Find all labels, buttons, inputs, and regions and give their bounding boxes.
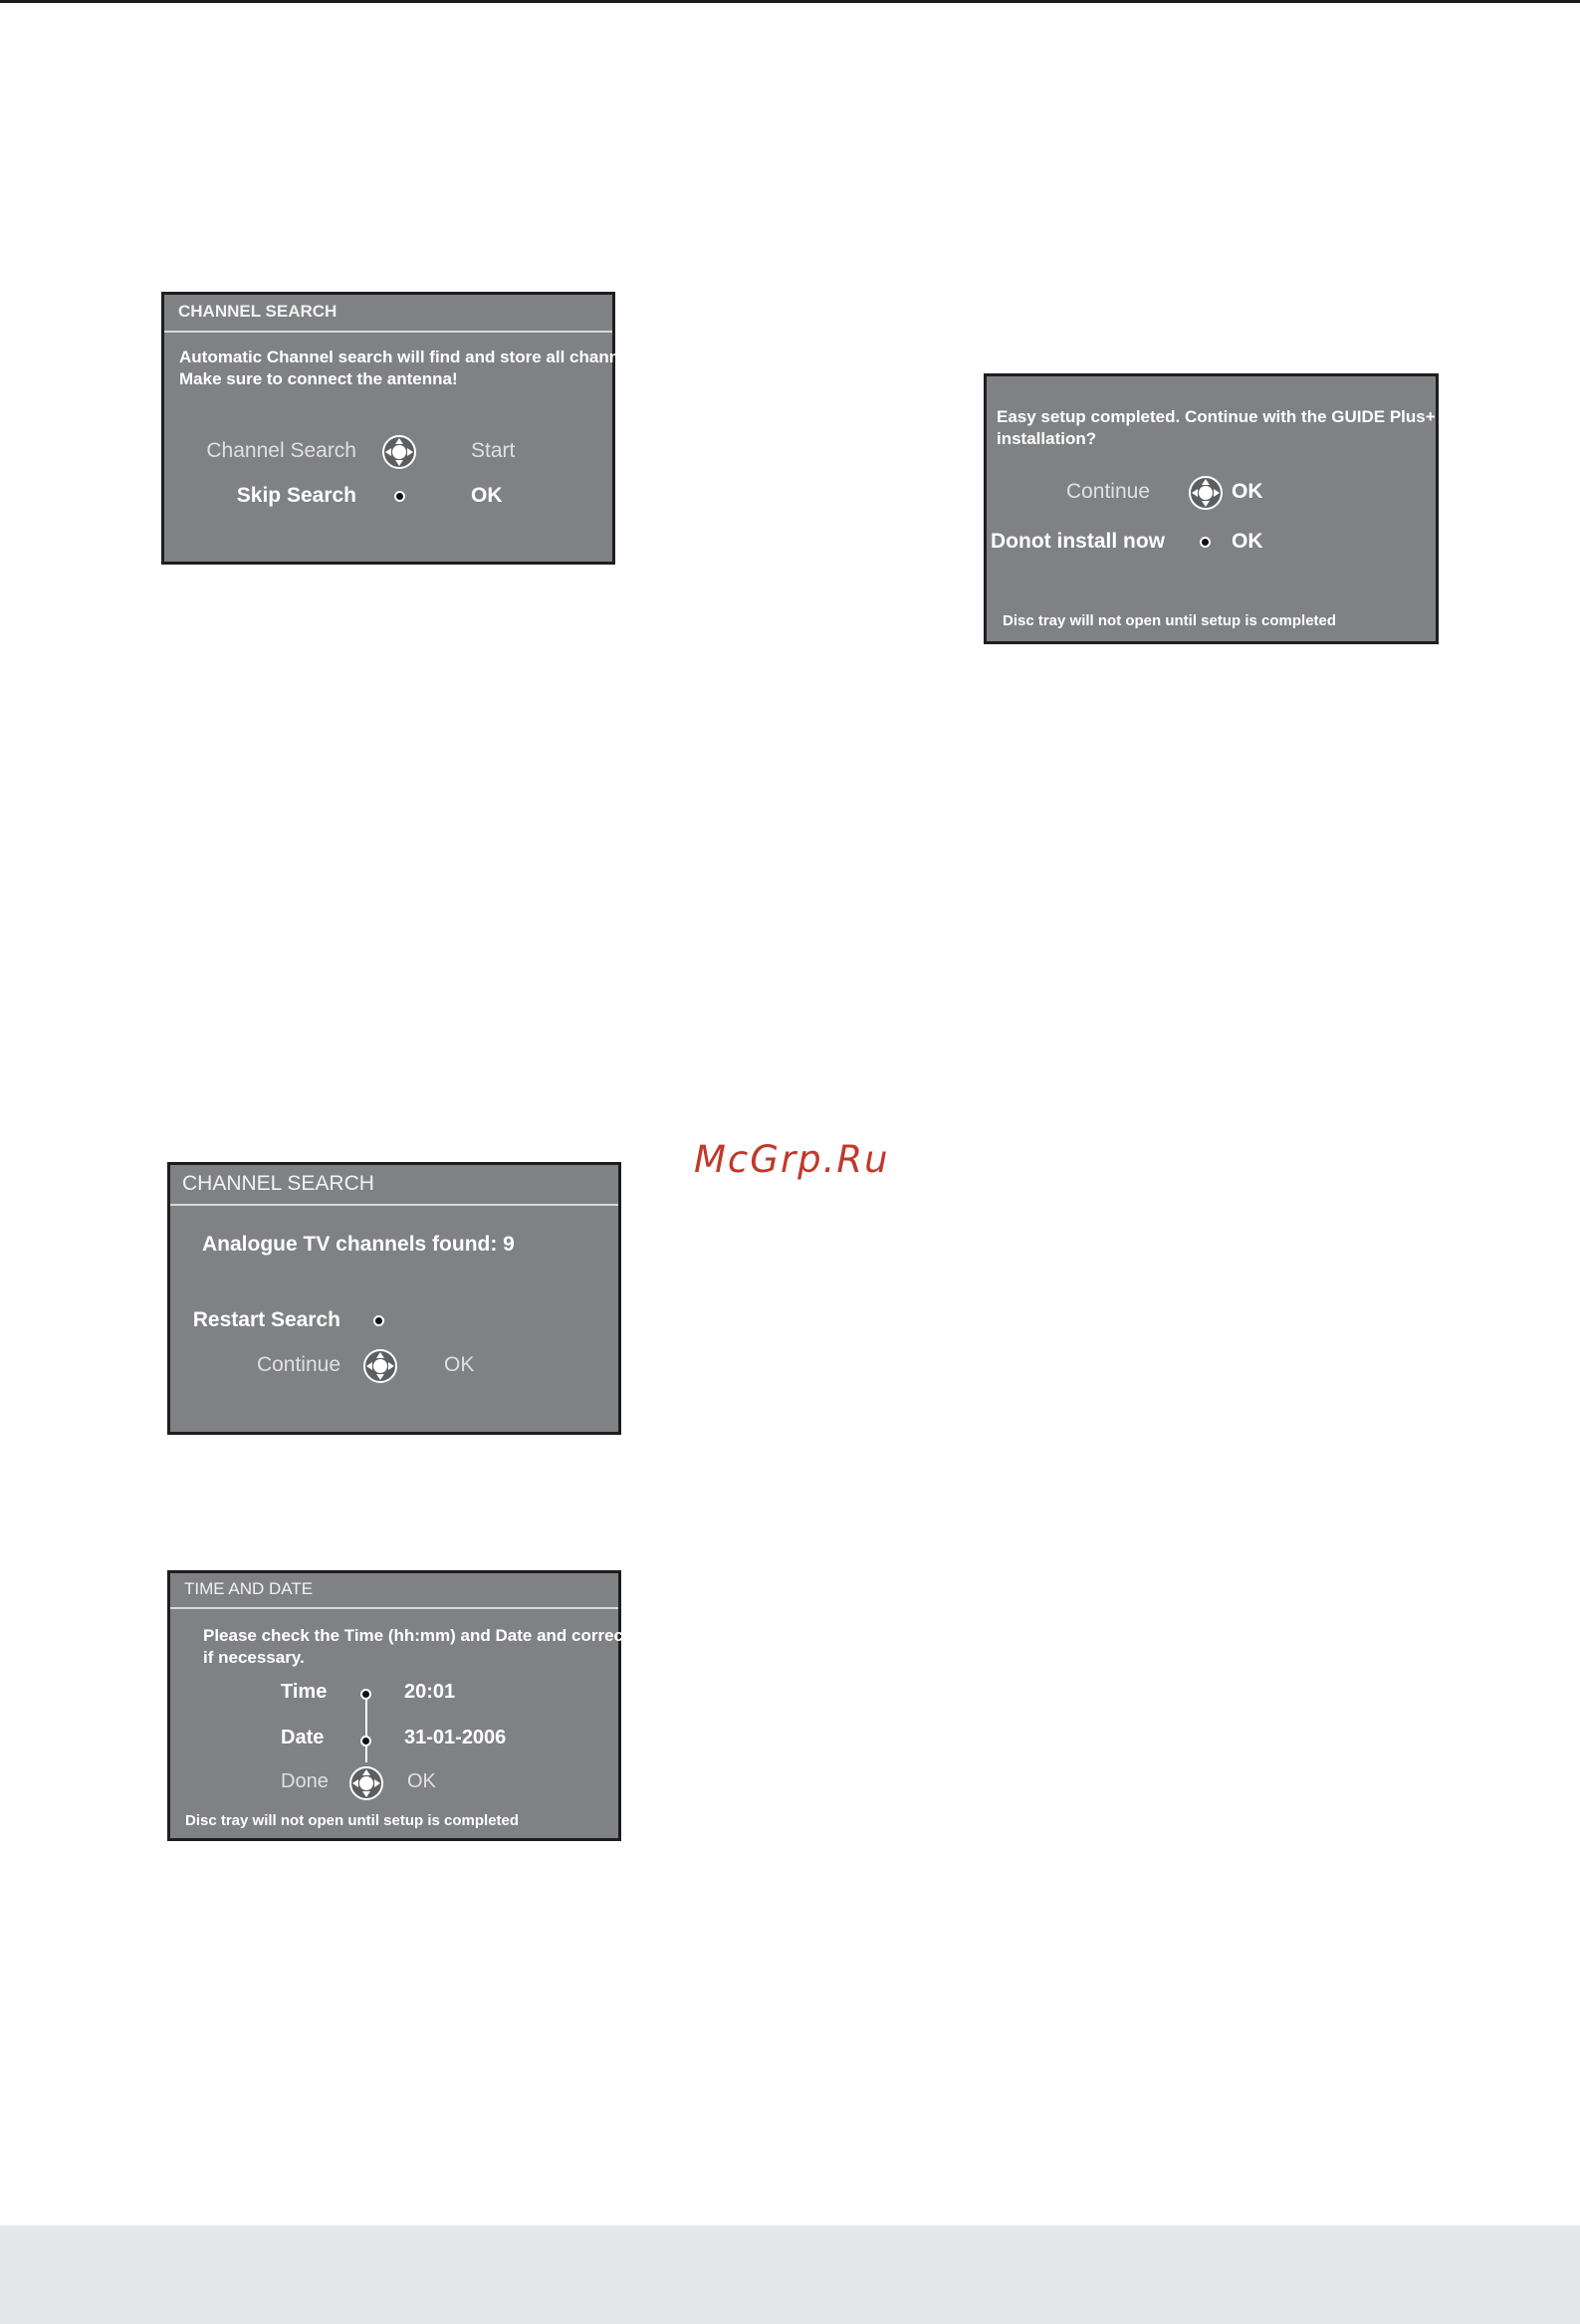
message-line-1: Please check the Time (hh:mm) and Date and correct (203, 1626, 629, 1645)
dialog-message (203, 1625, 629, 1669)
message-line-1: Automatic Channel search will find and store all channels. (179, 348, 648, 366)
donot-install-value: OK (1232, 530, 1263, 553)
dialog-title: CHANNEL SEARCH (170, 1165, 618, 1206)
bullet-icon (1200, 537, 1211, 548)
navigation-pad-icon (348, 1765, 384, 1801)
dialog-title: CHANNEL SEARCH (164, 295, 612, 333)
restart-search-option[interactable]: Restart Search (192, 1308, 340, 1331)
disc-tray-note: Disc tray will not open until setup is completed (185, 1812, 520, 1829)
skip-search-option[interactable]: Skip Search (236, 484, 356, 507)
skip-search-value: OK (471, 484, 503, 507)
top-rule (0, 0, 1580, 3)
message-line-2: Make sure to connect the antenna! (179, 369, 458, 389)
channel-search-dialog (161, 292, 648, 565)
connector-line (365, 1693, 367, 1762)
dialog-title: TIME AND DATE (170, 1573, 618, 1609)
continue-value: OK (444, 1353, 475, 1376)
channel-search-value: Start (471, 439, 516, 462)
continue-value: OK (1232, 480, 1263, 503)
bullet-icon (394, 491, 405, 502)
continue-option[interactable]: Continue (1065, 480, 1150, 503)
date-value[interactable]: 31-01-2006 (404, 1727, 507, 1748)
donot-install-option[interactable]: Donot install now (991, 530, 1165, 553)
navigation-pad-icon (362, 1348, 398, 1384)
message-line-2: installation? (997, 429, 1097, 449)
bullet-icon (360, 1689, 371, 1700)
done-value: OK (407, 1770, 436, 1792)
navigation-pad-icon (1188, 475, 1224, 511)
message-line-1: Easy setup completed. Continue with the GUIDE Plus+ (997, 407, 1436, 426)
time-and-date-dialog (167, 1570, 629, 1841)
channel-search-option[interactable]: Channel Search (206, 439, 356, 462)
time-label: Time (281, 1681, 328, 1703)
easy-setup-completed-dialog (984, 373, 1439, 644)
dialog-message (179, 347, 647, 390)
channels-found-text: Analogue TV channels found: 9 (202, 1233, 515, 1256)
channel-search-result-dialog (167, 1162, 621, 1435)
date-label: Date (281, 1727, 325, 1748)
message-line-2: if necessary. (203, 1648, 305, 1668)
watermark-text: McGrp.Ru (694, 1138, 890, 1181)
dialog-message (997, 406, 1436, 450)
time-value[interactable]: 20:01 (404, 1681, 456, 1703)
disc-tray-note: Disc tray will not open until setup is completed (1003, 612, 1337, 629)
footer-band (0, 2225, 1580, 2324)
done-label[interactable]: Done (281, 1770, 329, 1792)
continue-option[interactable]: Continue (256, 1353, 340, 1376)
bullet-icon (373, 1315, 384, 1326)
navigation-pad-icon (381, 434, 417, 470)
bullet-icon (360, 1736, 371, 1746)
